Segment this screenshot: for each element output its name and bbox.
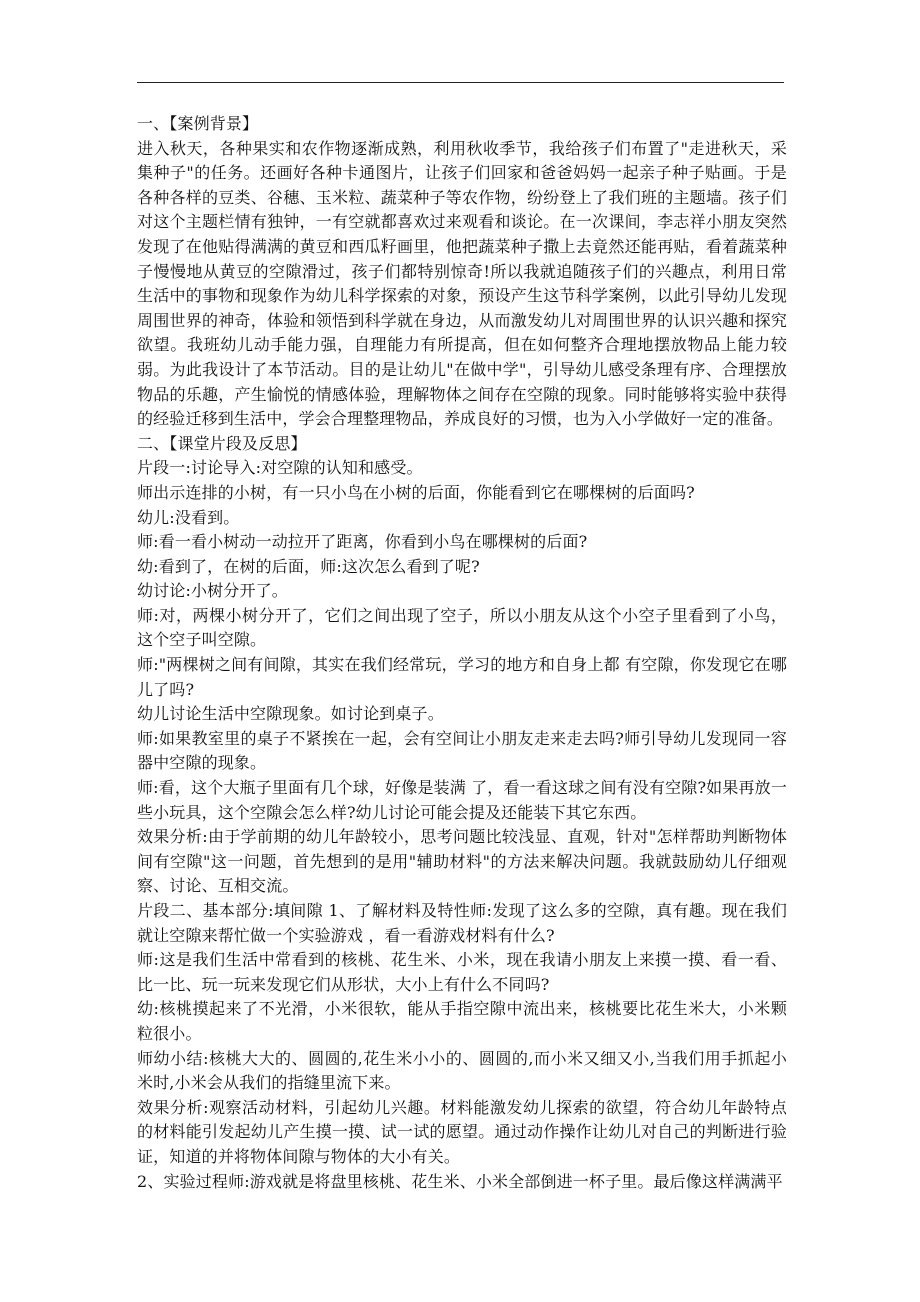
paragraph: 师:对，两棵小树分开了，它们之间出现了空子，所以小朋友从这个小空子里看到了小鸟，这个空子叫空隙。 [137, 605, 787, 650]
paragraph: 师:看一看小树动一动拉开了距离，你看到小鸟在哪棵树的后面? [137, 532, 588, 552]
paragraph: 2、实验过程师:游戏就是将盘里核桃、花生米、小米全部倒进一杯子里。最后像这样满满平 [137, 1171, 783, 1191]
paragraph: 片段二、基本部分:填间隙 1、了解材料及特性师:发现了这么多的空隙，真有趣。现在我们就让空隙来帮忙做一个实验游戏 ，看一看游戏材料有什么? [137, 901, 787, 945]
section-heading-background: 一、【案例背景】 [137, 114, 259, 133]
paragraph: 师:这是我们生活中常看到的核桃、花生米、小米，现在我请小朋友上来摸一摸、看一看、比一比、玩一玩来发现它们从形状，大小上有什么不同吗? [137, 950, 787, 994]
paragraph-effect-analysis: 效果分析:观察活动材料，引起幼儿兴趣。材料能激发幼儿探索的欲望，符合幼儿年龄特点的材料能引发起幼儿产生摸一摸、试一试的愿望。通过动作操作让幼儿对自己的判断进行验证，知道的并将物体间隙与物体的大小有关。 [137, 1097, 787, 1166]
paragraph: 片段一:讨论导入:对空隙的认知和感受。 [137, 458, 423, 478]
section-heading-classroom: 二、【课堂片段及反思】 [137, 433, 307, 453]
document-body [137, 112, 787, 1194]
paragraph: 幼儿:没看到。 [137, 507, 240, 527]
paragraph: 师:看，这个大瓶子里面有几个球，好像是装满 了，看一看这球之间有没有空隙?如果再放一些小玩具，这个空隙会怎么样?幼儿讨论可能会提及还能装下其它东西。 [137, 778, 787, 822]
paragraph: 师:"两棵树之间有间隙，其实在我们经常玩，学习的地方和自身上都 有空隙，你发现它在哪儿了吗? [137, 655, 787, 699]
paragraph: 幼儿讨论生活中空隙现象。如讨论到桌子。 [137, 704, 444, 724]
header-rule [137, 82, 784, 83]
paragraph: 师:如果教室里的桌子不紧挨在一起，会有空间让小朋友走来走去吗?师引导幼儿发现同一容器中空隙的现象。 [137, 728, 787, 773]
paragraph-background: 进入秋天，各种果实和农作物逐渐成熟，利用秋收季节，我给孩子们布置了"走进秋天，采集种子"的任务。还画好各种卡通图片，让孩子们回家和爸爸妈妈一起亲子种子贴画。于是各种各样的豆类、谷穗、玉米粒、蔬菜种子等农作物，纷纷登上了我们班的主题墙。孩子们对这个主题栏情有独钟，一有空就都喜欢过来观看和谈论。在一次课间，李志祥小朋友突然发现了在他贴得满满的黄豆和西瓜籽画里，他把蔬菜种子撒上去竟然还能再贴，看着蔬菜种子慢慢地从黄豆的空隙滑过，孩子们都特别惊奇!所以我就追随孩子们的兴趣点，利用日常生活中的事物和现象作为幼儿科学探索的对象，预设产生这节科学案例，以此引导幼儿发现周围世界的神奇，体验和领悟到科学就在身边，从而激发幼儿对周围世界的认识兴趣和探究欲望。我班幼儿动手能力强，自理能力有所提高，但在如何整齐合理地摆放物品上能力较弱。为此我设计了本节活动。目的是让幼儿"在做中学"，引导幼儿感受条理有序、合理摆放物品的乐趣，产生愉悦的情感体验，理解物体之间存在空隙的现象。同时能够将实验中获得的经验迁移到生活中，学会合理整理物品，养成良好的习惯，也为入小学做好一定的准备。 [137, 138, 787, 429]
paragraph: 师出示连排的小树，有一只小鸟在小树的后面，你能看到它在哪棵树的后面吗? [137, 482, 695, 502]
paragraph: 幼讨论:小树分开了。 [137, 581, 288, 601]
paragraph-effect-analysis: 效果分析:由于学前期的幼儿年龄较小，思考问题比较浅显、直观，针对"怎样帮助判断物体间有空隙"这一问题，首先想到的是用"辅助材料"的方法来解决问题。我就鼓励幼儿仔细观察、讨论、互相交流。 [137, 827, 787, 896]
paragraph: 师幼小结:核桃大大的、圆圆的,花生米小小的、圆圆的,而小米又细又小,当我们用手抓起小米时,小米会从我们的指缝里流下来。 [137, 1048, 787, 1093]
paragraph: 幼:核桃摸起来了不光滑，小米很软，能从手指空隙中流出来，核桃要比花生米大，小米颗粒很小。 [137, 999, 787, 1043]
paragraph: 幼:看到了，在树的后面，师:这次怎么看到了呢? [137, 556, 480, 576]
